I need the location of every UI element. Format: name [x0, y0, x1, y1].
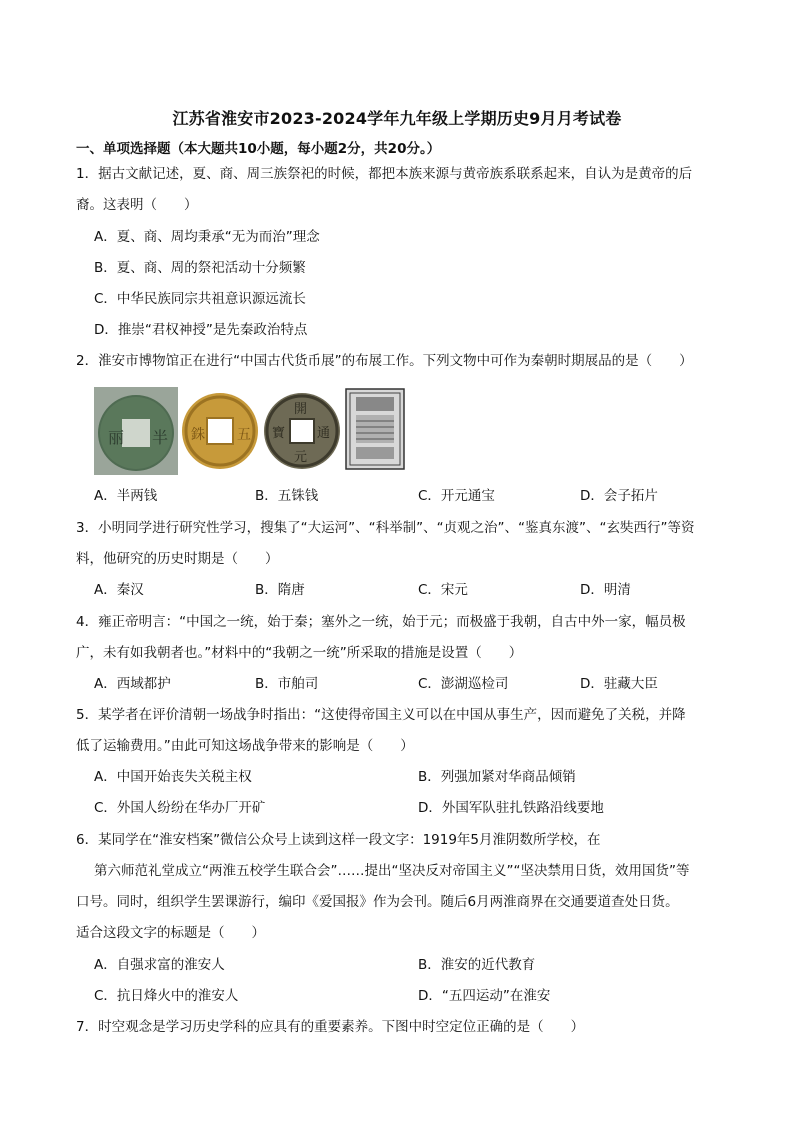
ancient-currency-images	[94, 387, 406, 475]
q5-stem-line1: 5．某学者在评价清朝一场战争时指出：“这使得帝国主义可以在中国从事生产，因而避免了关税，并降	[76, 707, 686, 723]
q1-option-d: D．推崇“君权神授”是先秦政治特点	[94, 322, 308, 338]
q4-option-b: B．市舶司	[255, 676, 319, 692]
q6-stem-line1: 6．某同学在“淮安档案”微信公众号上读到这样一段文字：1919年5月淮阴数所学校，在	[76, 832, 601, 848]
huizi-rubbing-image	[346, 389, 404, 469]
q2-option-c: C．开元通宝	[418, 488, 495, 504]
q5-option-a: A．中国开始丧失关税主权	[94, 769, 252, 785]
q1-option-a: A．夏、商、周均秉承“无为而治”理念	[94, 229, 320, 245]
banliang-coin-image	[94, 387, 178, 475]
svg-text:通: 通	[317, 426, 331, 441]
q6-option-b: B．淮安的近代教育	[418, 957, 536, 973]
svg-text:銖: 銖	[191, 427, 205, 443]
wuzhu-coin-image	[182, 393, 258, 469]
q5-option-d: D．外国军队驻扎铁路沿线要地	[418, 800, 604, 816]
svg-text:元: 元	[294, 450, 308, 465]
svg-text:半: 半	[152, 428, 169, 447]
page-title: 江苏省淮安市2023-2024学年九年级上学期历史9月月考试卷	[172, 109, 622, 128]
q2-stem-line1: 2．淮安市博物馆正在进行“中国古代货币展”的布展工作。下列文物中可作为秦朝时期展品的是（ ）	[76, 353, 693, 369]
svg-text:五: 五	[237, 427, 251, 443]
q2-option-b: B．五铢钱	[255, 488, 319, 504]
q4-option-c: C．澎湖巡检司	[418, 676, 509, 692]
q1-option-c: C．中华民族同宗共祖意识源远流长	[94, 291, 306, 307]
kaiyuan-coin-image	[264, 393, 340, 469]
q3-option-b: B．隋唐	[255, 582, 305, 598]
q4-option-a: A．西域都护	[94, 676, 171, 692]
svg-text:開: 開	[294, 402, 308, 417]
q6-option-c: C．抗日烽火中的淮安人	[94, 988, 239, 1004]
q3-option-a: A．秦汉	[94, 582, 144, 598]
q7-stem-line1: 7．时空观念是学习历史学科的应具有的重要素养。下图中时空定位正确的是（ ）	[76, 1019, 585, 1035]
svg-text:寶: 寶	[272, 426, 286, 441]
q4-stem-line2: 广，未有如我朝者也。”材料中的“我朝之一统”所采取的措施是设置（ ）	[76, 645, 523, 661]
q4-option-d: D．驻藏大臣	[580, 676, 658, 692]
svg-text:丽: 丽	[108, 428, 125, 447]
q4-stem-line1: 4．雍正帝明言：“中国之一统，始于秦；塞外之一统，始于元；而极盛于我朝，自古中外一家，幅员极	[76, 614, 686, 630]
q1-stem-line1: 1．据古文献记述，夏、商、周三族祭祀的时候，都把本族来源与黄帝族系联系起来，自认为是黄帝的后	[76, 166, 693, 182]
section-heading: 一、单项选择题（本大题共10小题，每小题2分，共20分。）	[76, 141, 441, 157]
q5-stem-line2: 低了运输费用。”由此可知这场战争带来的影响是（ ）	[76, 738, 414, 754]
q6-stem-line2: 第六师范礼堂成立“两淮五校学生联合会”……提出“坚决反对帝国主义”“坚决禁用日货，效用国货”等	[94, 863, 690, 879]
q6-option-d: D．“五四运动”在淮安	[418, 988, 551, 1004]
q6-stem-line4: 适合这段文字的标题是（ ）	[76, 925, 265, 941]
q2-option-a: A．半两钱	[94, 488, 158, 504]
q3-option-c: C．宋元	[418, 582, 468, 598]
q1-stem-line2: 裔。这表明（ ）	[76, 197, 198, 213]
q3-stem-line1: 3．小明同学进行研究性学习，搜集了“大运河”、“科举制”、“贞观之治”、“鉴真东渡”、“玄奘西行”等资	[76, 520, 695, 536]
q2-option-d: D．会子拓片	[580, 488, 658, 504]
q3-option-d: D．明清	[580, 582, 631, 598]
q6-option-a: A．自强求富的淮安人	[94, 957, 225, 973]
q1-option-b: B．夏、商、周的祭祀活动十分频繁	[94, 260, 306, 276]
q5-option-c: C．外国人纷纷在华办厂开矿	[94, 800, 266, 816]
q6-stem-line3: 口号。同时，组织学生罢课游行，编印《爱国报》作为会刊。随后6月两淮商界在交通要道查处日货。	[76, 894, 679, 910]
q5-option-b: B．列强加紧对华商品倾销	[418, 769, 576, 785]
q3-stem-line2: 料，他研究的历史时期是（ ）	[76, 551, 279, 567]
